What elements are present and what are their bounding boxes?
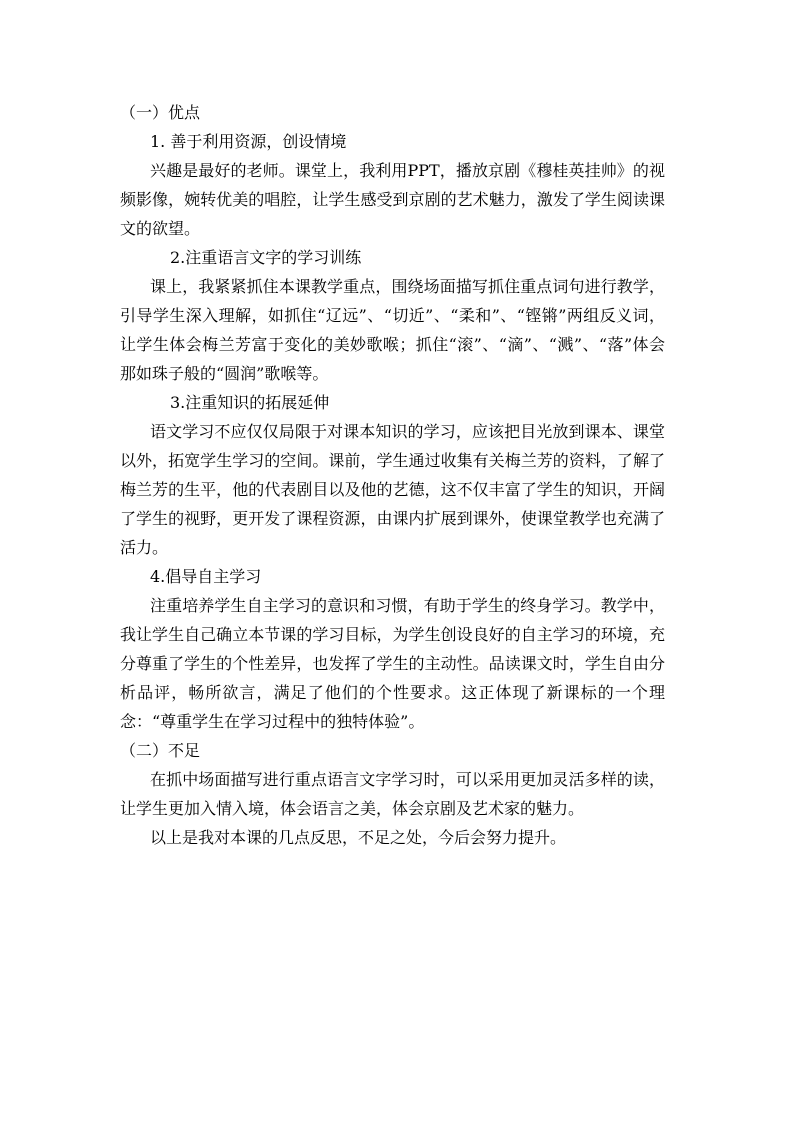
section-heading-advantages: （一）优点: [120, 103, 201, 122]
paragraph-2: 课上，我紧紧抓住本课教学重点，围绕场面描写抓住重点词句进行教学，引导学生深入理解，如抓住“辽远”、“切近”、“柔和”、“铿锵”两组反义词，让学生体会梅兰芳富于变化的美妙歌喉；抓住“滚”、“滴”、“溅”、“落”体会那如珠子般的“圆润”歌喉等。: [120, 277, 665, 383]
section-heading-shortcomings: （二）不足: [120, 741, 201, 760]
paragraph-6: 以上是我对本课的几点反思，不足之处，今后会努力提升。: [150, 828, 567, 847]
paragraph-5: 在抓中场面描写进行重点语言文字学习时，可以采用更加灵活多样的读，让学生更加入情入境，体会语言之美，体会京剧及艺术家的魅力。: [120, 770, 665, 818]
paragraph-4: 注重培养学生自主学习的意识和习惯，有助于学生的终身学习。教学中，我让学生自己确立本节课的学习目标，为学生创设良好的自主学习的环境，充分尊重了学生的个性差异，也发挥了学生的主动性。品读课文时，学生自由分析品评，畅所欲言，满足了他们的个性要求。这正体现了新课标的一个理念：“尊重学生在学习过程中的独特体验”。: [120, 596, 665, 731]
paragraph-1: 兴趣是最好的老师。课堂上，我利用PPT，播放京剧《穆桂英挂帅》的视频影像，婉转优美的唱腔，让学生感受到京剧的艺术魅力，激发了学生阅读课文的欲望。: [120, 161, 665, 238]
item-heading-2: 2.注重语言文字的学习训练: [170, 248, 362, 267]
item-heading-4: 4.倡导自主学习: [150, 567, 262, 586]
document-page: [120, 98, 665, 852]
paragraph-3: 语文学习不应仅仅局限于对课本知识的学习，应该把目光放到课本、课堂以外，拓宽学生学习的空间。课前，学生通过收集有关梅兰芳的资料，了解了梅兰芳的生平，他的代表剧目以及他的艺德，这不仅丰富了学生的知识，开阔了学生的视野，更开发了课程资源，由课内扩展到课外，使课堂教学也充满了活力。: [120, 422, 665, 557]
item-heading-3: 3.注重知识的拓展延伸: [170, 393, 330, 412]
item-heading-1: 1. 善于利用资源，创设情境: [150, 132, 347, 151]
